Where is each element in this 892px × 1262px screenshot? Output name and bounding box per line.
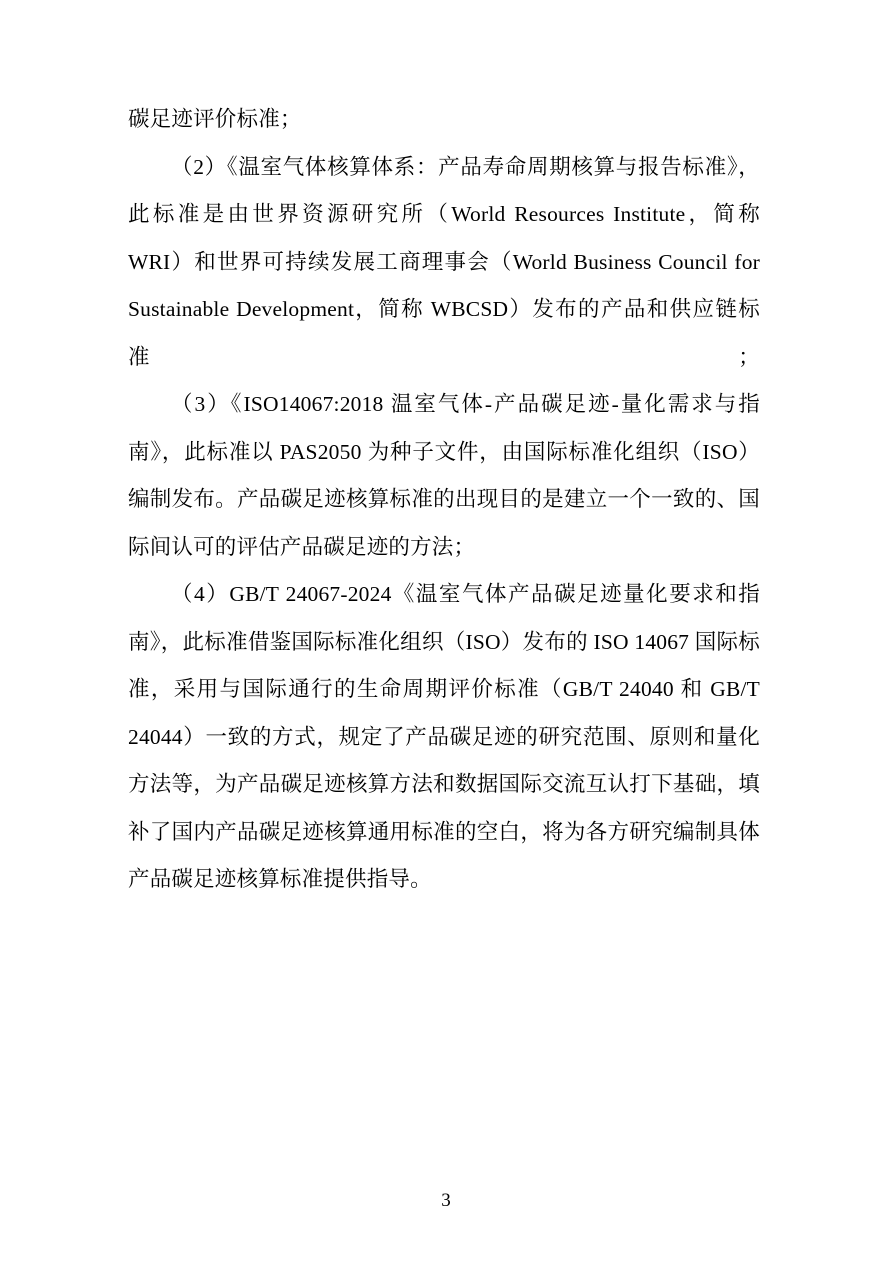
paragraph-2: （2）《温室气体核算体系：产品寿命周期核算与报告标准》，此标准是由世界资源研究所（World Resources Institute，简称 WRI）和世界可持续发展工商理事会（World Business Council for Sustainable Development，简称 WBCSD）发布的产品和供应链标准； — [128, 154, 760, 369]
page-body — [128, 96, 760, 904]
paragraph-3: （3）《ISO14067:2018 温室气体‐产品碳足迹‐量化需求与指南》，此标准以 PAS2050 为种子文件，由国际标准化组织（ISO）编制发布。产品碳足迹核算标准的出现目的是建立一个一致的、国际间认可的评估产品碳足迹的方法； — [128, 392, 760, 559]
page-number: 3 — [441, 1190, 451, 1211]
paragraph-1: 碳足迹评价标准； — [128, 107, 302, 131]
paragraph-4: （4）GB/T 24067-2024《温室气体产品碳足迹量化要求和指南》，此标准借鉴国际标准化组织（ISO）发布的 ISO 14067 国际标准，采用与国际通行的生命周期评价标准（GB/T 24040 和 GB/T 24044）一致的方式，规定了产品碳足迹的研究范围、原则和量化方法等，为产品碳足迹核算方法和数据国际交流互认打下基础，填补了国内产品碳足迹核算通用标准的空白，将为各方研究编制具体产品碳足迹核算标准提供指导。 — [128, 582, 760, 891]
